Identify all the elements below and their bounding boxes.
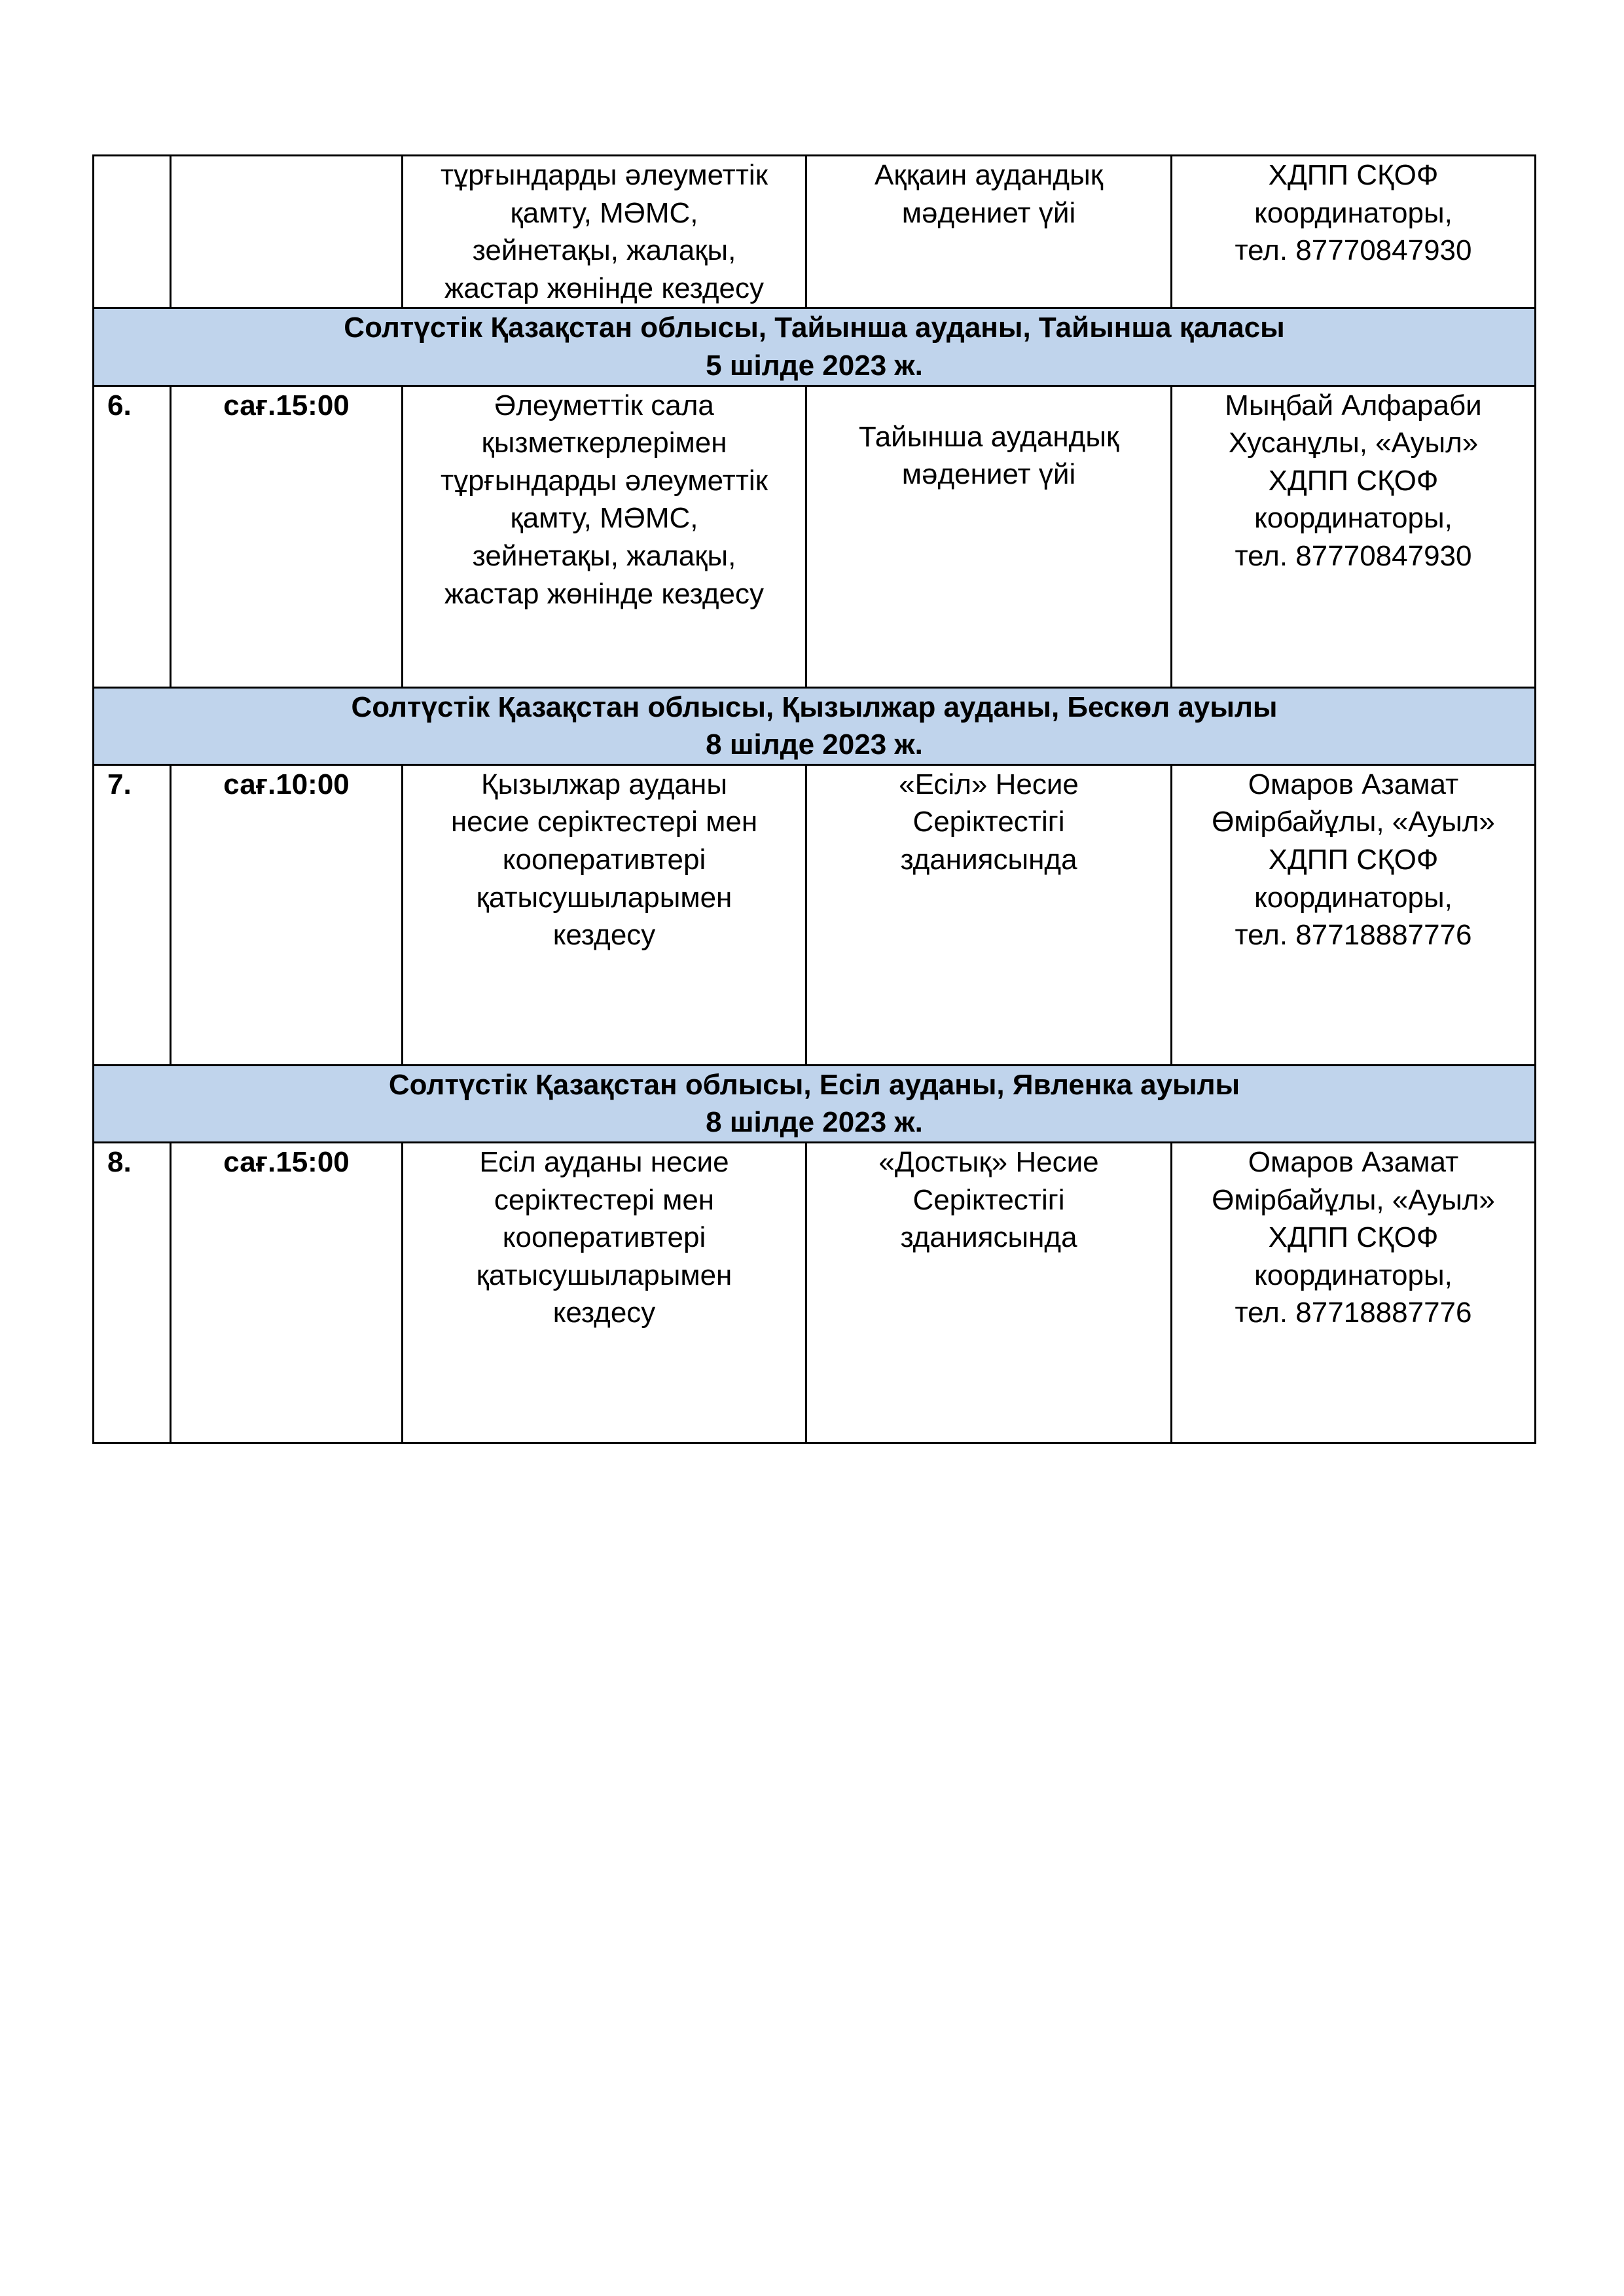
row-time-cell: сағ.10:00 — [171, 764, 403, 1065]
section-date: 8 шілде 2023 ж. — [706, 1106, 923, 1139]
row-time-cell: сағ.15:00 — [171, 1142, 403, 1443]
table-row — [94, 156, 1536, 308]
section-date: 8 шілде 2023 ж. — [706, 728, 923, 761]
venue-cell: «Достық» Несие Серіктестігі зданиясында — [806, 1142, 1172, 1443]
table-row — [94, 1142, 1536, 1443]
event-description-cell: Қызылжар ауданы несие серіктестері мен кооперативтері қатысушыларымен кездесу — [403, 764, 806, 1065]
section-header-row — [94, 308, 1536, 386]
contact-cell: Мыңбай Алфараби Хусанұлы, «Ауыл» ХДПП СҚОФ координаторы, тел. 87770847930 — [1172, 386, 1536, 687]
event-description-cell: Әлеуметтік сала қызметкерлерімен тұрғындарды әлеуметтік қамту, МӘМС, зейнетақы, жалақы, жастар жөнінде кездесу — [403, 386, 806, 687]
section-header-cell — [94, 308, 1536, 386]
venue-cell: Аққаин аудандық мәдениет үйі — [806, 156, 1172, 308]
section-header-row — [94, 1065, 1536, 1142]
section-header-cell — [94, 1065, 1536, 1142]
row-number-cell: 8. — [94, 1142, 171, 1443]
section-date: 5 шілде 2023 ж. — [706, 349, 923, 382]
event-description-cell: Есіл ауданы несие серіктестері мен кооперативтері қатысушыларымен кездесу — [403, 1142, 806, 1443]
row-number-cell: 6. — [94, 386, 171, 687]
section-header-row — [94, 687, 1536, 764]
row-time-cell — [171, 156, 403, 308]
contact-cell: ХДПП СҚОФ координаторы, тел. 87770847930 — [1172, 156, 1536, 308]
section-location: Солтүстік Қазақстан облысы, Қызылжар ауданы, Бескөл ауылы — [351, 691, 1278, 723]
table-row — [94, 386, 1536, 687]
events-schedule-table — [92, 154, 1536, 1444]
venue-cell: «Есіл» Несие Серіктестігі зданиясында — [806, 764, 1172, 1065]
section-location: Солтүстік Қазақстан облысы, Есіл ауданы, Явленка ауылы — [388, 1068, 1240, 1101]
section-location: Солтүстік Қазақстан облысы, Тайынша ауданы, Тайынша қаласы — [344, 312, 1285, 344]
contact-cell: Омаров Азамат Өмірбайұлы, «Ауыл» ХДПП СҚОФ координаторы, тел. 87718887776 — [1172, 764, 1536, 1065]
contact-cell: Омаров Азамат Өмірбайұлы, «Ауыл» ХДПП СҚОФ координаторы, тел. 87718887776 — [1172, 1142, 1536, 1443]
section-header-cell — [94, 687, 1536, 764]
row-number-cell — [94, 156, 171, 308]
row-number-cell: 7. — [94, 764, 171, 1065]
row-time-cell: сағ.15:00 — [171, 386, 403, 687]
venue-cell: Тайынша аудандық мәдениет үйі — [806, 386, 1172, 687]
event-description-cell: тұрғындарды әлеуметтік қамту, МӘМС, зейнетақы, жалақы, жастар жөнінде кездесу — [403, 156, 806, 308]
table-row — [94, 764, 1536, 1065]
